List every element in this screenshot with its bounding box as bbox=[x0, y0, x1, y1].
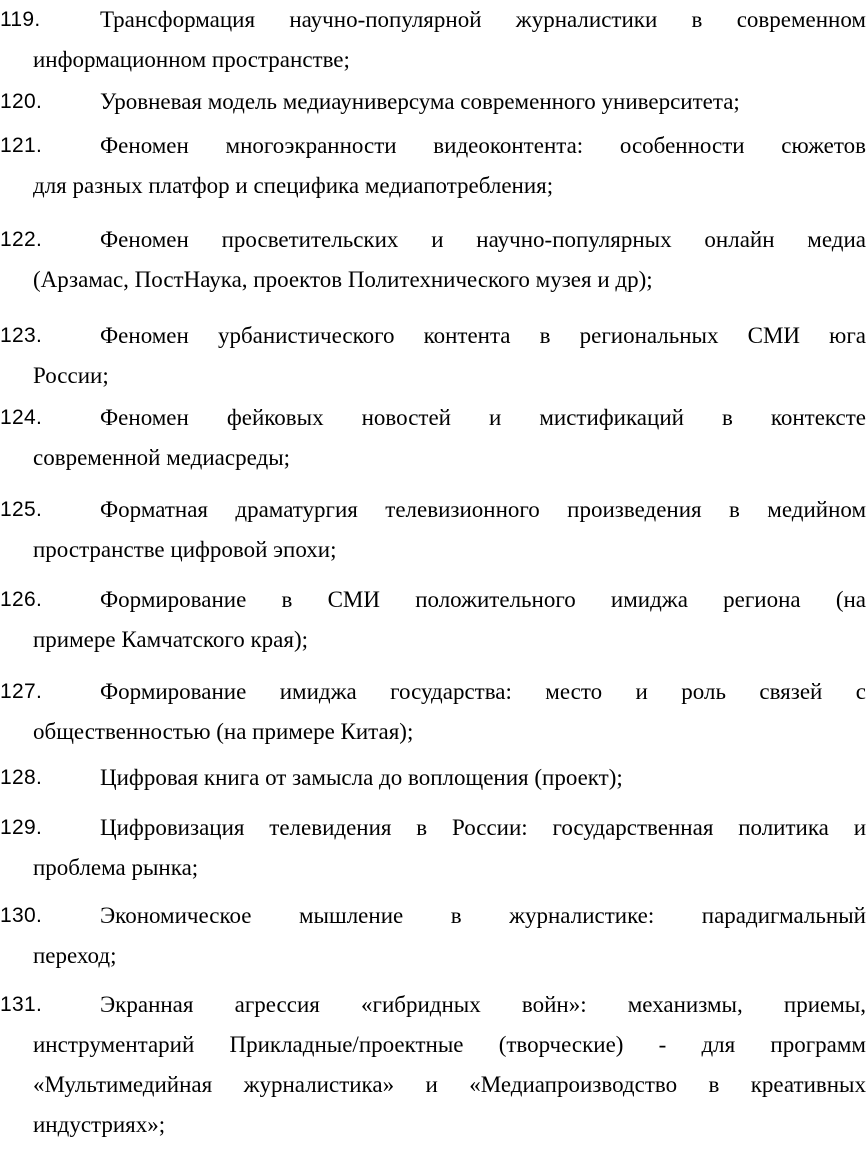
item-number: 122. bbox=[0, 228, 43, 251]
item-text-line: Трансформация научно-популярной журналистики в современном bbox=[100, 7, 866, 32]
item-text-line: Формирование в СМИ положительного имиджа региона (на bbox=[100, 587, 866, 612]
item-text-line: России; bbox=[33, 363, 109, 388]
item-text-line: Формирование имиджа государства: место и роль связей с bbox=[100, 679, 866, 704]
list-item-120 bbox=[0, 82, 866, 122]
item-text-line: Цифровая книга от замысла до воплощения (проект); bbox=[100, 765, 623, 790]
list-item-127 bbox=[0, 672, 866, 752]
item-text-line: проблема рынка; bbox=[33, 855, 199, 880]
item-text-line: (Арзамас, ПостНаука, проектов Политехнического музея и др); bbox=[33, 267, 653, 292]
item-text-line: переход; bbox=[33, 943, 117, 968]
item-number: 120. bbox=[0, 90, 43, 113]
item-text-line: пространстве цифровой эпохи; bbox=[33, 537, 337, 562]
item-number: 130. bbox=[0, 904, 43, 927]
item-text-line: Феномен просветительских и научно-популярных онлайн медиа bbox=[100, 227, 866, 252]
item-text-line: Феномен урбанистического контента в региональных СМИ юга bbox=[100, 323, 866, 348]
item-text-line: Цифровизация телевидения в России: государственная политика и bbox=[100, 815, 866, 840]
item-text-line: Экранная агрессия «гибридных войн»: механизмы, приемы, bbox=[100, 992, 866, 1017]
item-number: 124. bbox=[0, 406, 43, 429]
item-text-line: для разных платфор и специфика медиапотребления; bbox=[33, 173, 554, 198]
item-number: 126. bbox=[0, 588, 43, 611]
item-text-line: Экономическое мышление в журналистике: парадигмальный bbox=[100, 903, 866, 928]
list-item-131 bbox=[0, 985, 866, 1145]
list-item-124 bbox=[0, 398, 866, 478]
item-text-line: информационном пространстве; bbox=[33, 47, 350, 72]
item-text-line: инструментарий Прикладные/проектные (творческие) - для программ bbox=[33, 1032, 866, 1057]
list-item-122 bbox=[0, 220, 866, 300]
list-item-130 bbox=[0, 896, 866, 976]
item-text-line: Феномен фейковых новостей и мистификаций в контексте bbox=[100, 405, 866, 430]
item-number: 121. bbox=[0, 134, 43, 157]
item-number: 131. bbox=[0, 993, 43, 1016]
list-item-123 bbox=[0, 316, 866, 396]
item-number: 129. bbox=[0, 816, 43, 839]
item-text-line: Уровневая модель медиауниверсума современного университета; bbox=[100, 89, 740, 114]
list-item-126 bbox=[0, 580, 866, 660]
list-item-121 bbox=[0, 126, 866, 206]
item-number: 127. bbox=[0, 680, 43, 703]
item-number: 119. bbox=[0, 8, 41, 31]
list-item-129 bbox=[0, 808, 866, 888]
item-text-line: «Мультимедийная журналистика» и «Медиапроизводство в креативных bbox=[33, 1072, 866, 1097]
item-text-line: Форматная драматургия телевизионного произведения в медийном bbox=[100, 497, 866, 522]
item-number: 123. bbox=[0, 324, 43, 347]
list-item-125 bbox=[0, 490, 866, 570]
item-text-line: Феномен многоэкранности видеоконтента: особенности сюжетов bbox=[100, 133, 866, 158]
item-text-line: современной медиасреды; bbox=[33, 445, 291, 470]
item-text-line: индустриях»; bbox=[33, 1112, 166, 1137]
item-text-line: примере Камчатского края); bbox=[33, 627, 308, 652]
list-item-119 bbox=[0, 0, 866, 80]
item-number: 125. bbox=[0, 498, 43, 521]
item-text-line: общественностью (на примере Китая); bbox=[33, 719, 414, 744]
list-item-128 bbox=[0, 758, 866, 798]
item-number: 128. bbox=[0, 766, 43, 789]
